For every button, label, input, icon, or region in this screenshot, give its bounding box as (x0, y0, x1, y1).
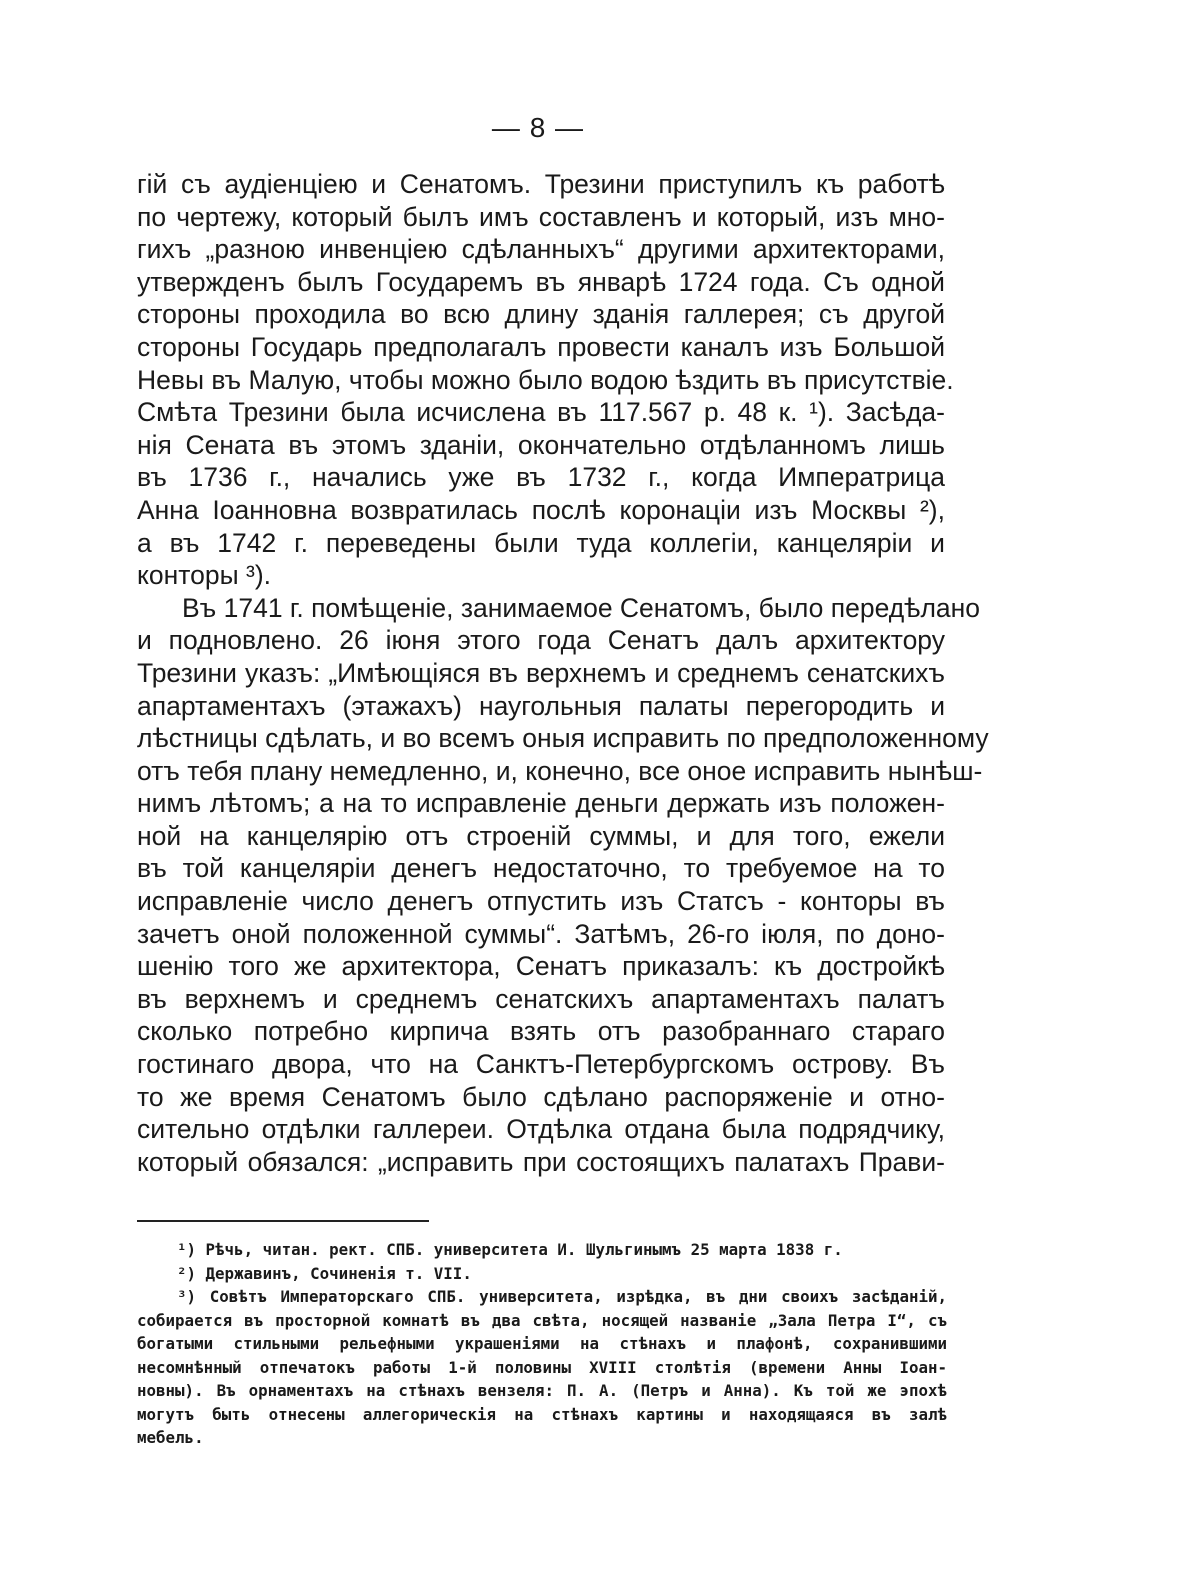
text-line: отъ тебя плану немедленно, и, конечно, все оное исправить нынѣш- (137, 755, 983, 786)
text-line: который обязался: „исправить при состоящихъ палатахъ Прави- (137, 1146, 945, 1177)
text-line: Смѣта Трезини была исчислена въ 117.567 р. 48 к. ¹). Засѣда- (137, 397, 945, 428)
text-line: въ верхнемъ и среднемъ сенатскихъ апартаментахъ палатъ (137, 983, 945, 1014)
footnote-1: ¹) Рѣчь, читан. рект. СПБ. университета И. Шульгинымъ 25 марта 1838 г. (177, 1240, 843, 1259)
footnote-line: богатыми стильными рельефными украшеніями на стѣнахъ и плафонѣ, сохранившими (137, 1334, 947, 1353)
text-line: шенію того же архитектора, Сенатъ приказалъ: къ достройкѣ (137, 951, 945, 982)
text-line: гостинаго двора, что на Санктъ-Петербургскомъ острову. Въ (137, 1049, 945, 1080)
text-line: то же время Сенатомъ было сдѣлано распоряженіе и отно- (137, 1081, 945, 1112)
text-line: лѣстницы сдѣлать, и во всемъ оныя исправить по предположенному (137, 723, 989, 754)
text-line: стороны Государь предполагалъ провести каналъ изъ Большой (137, 331, 945, 362)
paragraph-end-line: конторы ³). (137, 560, 272, 591)
text-line: въ 1736 г., начались уже въ 1732 г., когда Императрица (137, 462, 945, 493)
text-line: въ той канцеляріи денегъ недостаточно, то требуемое на то (137, 853, 945, 884)
text-line: Трезини указъ: „Имѣющіяся въ верхнемъ и среднемъ сенатскихъ (137, 657, 945, 688)
footnote-line: несомнѣнный отпечатокъ работы 1-й половины XVIII столѣтія (времени Анны Іоан- (137, 1357, 947, 1377)
text-line: гій съ аудіенціею и Сенатомъ. Трезини приступилъ къ работѣ (137, 169, 945, 199)
footnote-line: собирается въ просторной комнатѣ въ два свѣта, носящей названіе „Зала Петра I“, съ (137, 1310, 947, 1330)
footnote-separator (137, 1220, 429, 1222)
text-line: а въ 1742 г. переведены были туда коллегіи, канцеляріи и (137, 527, 945, 558)
footnote-line: новны). Въ орнаментахъ на стѣнахъ вензеля: П. А. (Петръ и Анна). Къ той же эпохѣ (137, 1381, 947, 1400)
footnotes (137, 1238, 947, 1450)
text-line: Невы въ Малую, чтобы можно было водою ѣздить въ присутствіе. (137, 364, 954, 395)
text-line: и подновлено. 26 іюня этого года Сенатъ далъ архитектору (137, 625, 945, 656)
text-line: Анна Іоанновна возвратилась послѣ коронаціи изъ Москвы ²), (137, 494, 945, 525)
text-line: зачетъ оной положенной суммы“. Затѣмъ, 26-го іюля, по доно- (137, 918, 945, 949)
footnote-2: ²) Державинъ, Сочиненія т. VII. (177, 1263, 472, 1283)
text-line: исправленіе число денегъ отпустить изъ Статсъ - конторы въ (137, 886, 945, 917)
text-line: стороны проходила во всю длину зданія галлерея; съ другой (137, 299, 945, 330)
footnote-line: мебель. (137, 1428, 204, 1447)
text-line: по чертежу, который былъ имъ составленъ и который, изъ мно- (137, 201, 945, 232)
main-text (137, 168, 989, 1178)
text-line: утвержденъ былъ Государемъ въ январѣ 1724 года. Съ одной (137, 266, 945, 297)
text-line: сколько потребно кирпича взять отъ разобраннаго стараго (137, 1016, 945, 1047)
text-line: ной на канцелярію отъ строеній суммы, и для того, ежели (137, 820, 945, 851)
text-line: апартаментахъ (этажахъ) наугольныя палаты перегородить и (137, 690, 945, 721)
text-line: гихъ „разною инвенціею сдѣланныхъ“ другими архитекторами, (137, 234, 945, 265)
paragraph-first-line: Въ 1741 г. помѣщеніе, занимаемое Сенатомъ, было передѣлано (182, 592, 981, 623)
page-number: — 8 — (491, 112, 585, 143)
footnote-3: ³) Совѣтъ Императорскаго СПБ. университета, изрѣдка, въ дни своихъ засѣданій, (177, 1287, 947, 1306)
text-line: нимъ лѣтомъ; а на то исправленіе деньги держать изъ положен- (137, 788, 945, 819)
footnote-line: могутъ быть отнесены аллегорическія на стѣнахъ картины и находящаяся въ залѣ (137, 1404, 947, 1424)
text-line: сительно отдѣлки галлереи. Отдѣлка отдана была подрядчику, (137, 1114, 945, 1145)
text-line: нія Сената въ этомъ зданіи, окончательно отдѣланномъ лишь (137, 429, 945, 460)
